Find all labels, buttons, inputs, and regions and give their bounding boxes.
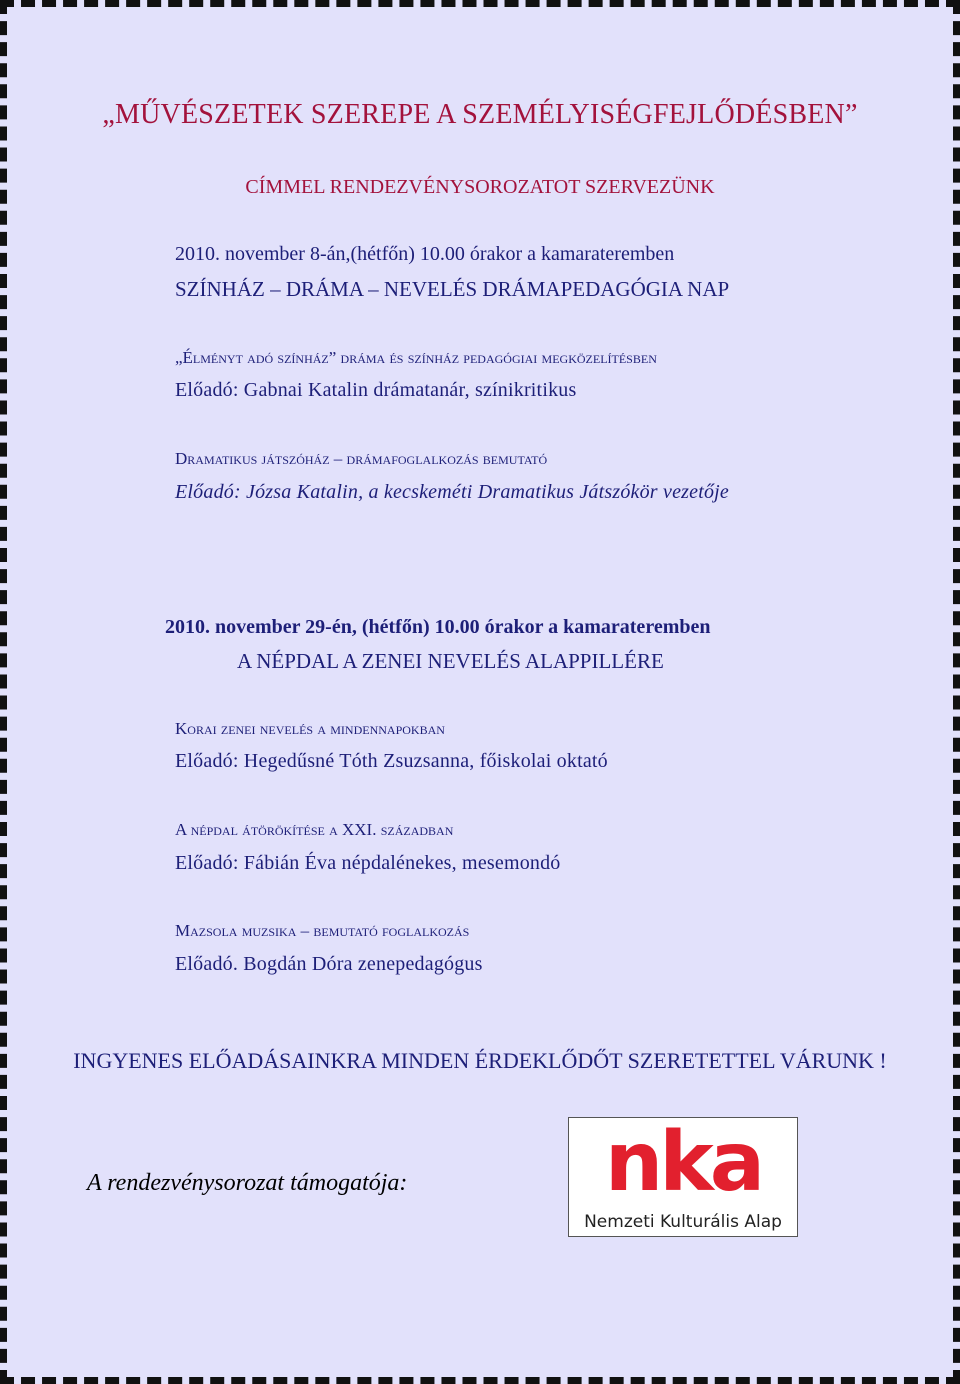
event1-talk1-title: „Élményt adó színház” dráma és színház pedagógiai megközelítésben bbox=[175, 348, 657, 367]
event1-headline: SZÍNHÁZ – DRÁMA – NEVELÉS DRÁMAPEDAGÓGIA NAP bbox=[175, 277, 730, 301]
page-subtitle: CÍMMEL RENDEZVÉNYSOROZATOT SZERVEZÜNK bbox=[245, 176, 715, 198]
nka-logo-text: Nemzeti Kulturális Alap bbox=[584, 1212, 782, 1232]
event1-talk2-title: Dramatikus játszóház – drámafoglalkozás bemutató bbox=[175, 449, 548, 468]
event2-talk2-title: A népdal átörökítése a XXI. században bbox=[175, 820, 454, 839]
event2-talk3-speaker: Előadó. Bogdán Dóra zenepedagógus bbox=[175, 953, 483, 975]
event2-date: 2010. november 29-én, (hétfőn) 10.00 órakor a kamarateremben bbox=[165, 616, 711, 638]
event1-talk1-speaker: Előadó: Gabnai Katalin drámatanár, színikritikus bbox=[175, 379, 577, 401]
event2-talk3-title: Mazsola muzsika – bemutató foglalkozás bbox=[175, 921, 470, 940]
closing-invitation: INGYENES ELŐADÁSAINKRA MINDEN ÉRDEKLŐDŐT SZERETETTEL VÁRUNK ! bbox=[73, 1048, 887, 1073]
sponsor-label: A rendezvénysorozat támogatója: bbox=[87, 1170, 408, 1196]
event1-talk2-speaker: Előadó: Józsa Katalin, a kecskeméti Dramatikus Játszókör vezetője bbox=[175, 481, 729, 503]
event2-talk1-title: Korai zenei nevelés a mindennapokban bbox=[175, 719, 445, 738]
event2-talk1-speaker: Előadó: Hegedűsné Tóth Zsuzsanna, főiskolai oktató bbox=[175, 750, 608, 772]
nka-logo-mark: nka bbox=[604, 1115, 762, 1210]
page-title: „MŰVÉSZETEK SZEREPE A SZEMÉLYISÉGFEJLŐDÉSBEN” bbox=[102, 99, 858, 130]
event1-date: 2010. november 8-án,(hétfőn) 10.00 órakor a kamarateremben bbox=[175, 243, 675, 265]
event2-headline: A NÉPDAL A ZENEI NEVELÉS ALAPPILLÉRE bbox=[237, 649, 664, 673]
event2-talk2-speaker: Előadó: Fábián Éva népdalénekes, mesemondó bbox=[175, 852, 561, 874]
nka-logo bbox=[568, 1117, 798, 1237]
